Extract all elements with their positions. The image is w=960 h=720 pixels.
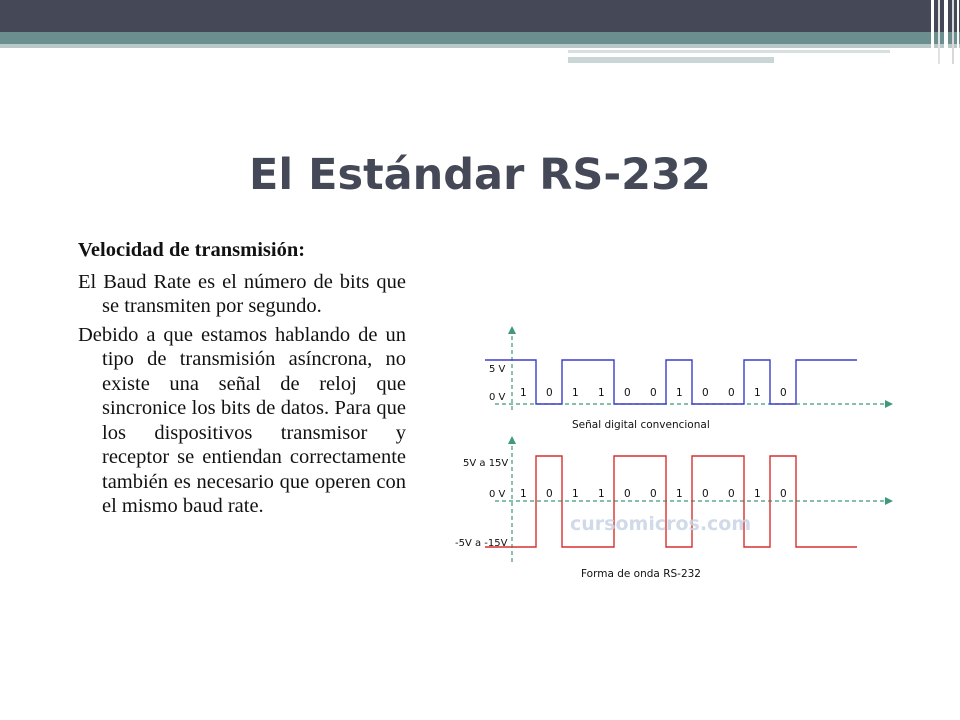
- bit-label: 1: [520, 387, 527, 399]
- bit-label: 0: [650, 488, 657, 500]
- header-bar: [0, 0, 960, 32]
- bit-label: 1: [598, 387, 605, 399]
- bit-label: 0: [650, 387, 657, 399]
- bit-label: 1: [520, 488, 527, 500]
- digital-high-label: 5 V: [489, 364, 506, 375]
- bit-label: 0: [624, 488, 631, 500]
- header-accent-line: [568, 50, 890, 53]
- digital-low-label: 0 V: [489, 392, 506, 403]
- watermark: cursomicros.com: [570, 513, 752, 535]
- bit-label: 1: [572, 488, 579, 500]
- bit-label: 0: [624, 387, 631, 399]
- digital-bit-labels: [520, 387, 787, 399]
- bit-label: 1: [598, 488, 605, 500]
- bit-label: 0: [702, 387, 709, 399]
- bit-label: 0: [780, 488, 787, 500]
- digital-y-arrow: [508, 326, 516, 334]
- rs232-high-label: 5V a 15V: [463, 458, 509, 469]
- bit-label: 1: [676, 488, 683, 500]
- bit-label: 1: [754, 488, 761, 500]
- rs232-bit-labels: [520, 488, 787, 500]
- bit-label: 0: [546, 488, 553, 500]
- bit-label: 1: [754, 387, 761, 399]
- rs232-y-arrow: [508, 436, 516, 444]
- bit-label: 1: [572, 387, 579, 399]
- signal-diagram: [455, 325, 895, 585]
- digital-x-arrow: [885, 400, 893, 408]
- slide-title: El Estándar RS-232: [249, 150, 711, 200]
- bit-label: 1: [676, 387, 683, 399]
- bit-label: 0: [780, 387, 787, 399]
- header-corner-stripes: [905, 0, 960, 64]
- rs232-mid-label: 0 V: [489, 489, 506, 500]
- body-text: [78, 238, 406, 523]
- digital-caption: Señal digital convencional: [572, 419, 710, 431]
- digital-waveform: [485, 360, 857, 404]
- rs232-low-label: -5V a -15V: [455, 538, 508, 549]
- subheading: Velocidad de transmisión:: [78, 239, 306, 261]
- header-band: [0, 32, 960, 44]
- rs232-signal-panel: [455, 436, 893, 580]
- rs232-caption: Forma de onda RS-232: [581, 568, 701, 580]
- paragraph-async: Debido a que estamos hablando de un tipo de transmisión asíncrona, no existe una señal de reloj que sincronice los bits de datos. Para que los dispositivos transmisor y receptor se entiendan correctamente también es necesario que operen con el mismo baud rate.: [78, 323, 406, 517]
- header-accent-line: [568, 57, 774, 63]
- rs232-x-arrow: [885, 497, 893, 505]
- bit-label: 0: [728, 488, 735, 500]
- paragraph-baud-rate: El Baud Rate es el número de bits que se transmiten por segundo.: [78, 270, 406, 317]
- bit-label: 0: [546, 387, 553, 399]
- header-accent-line: [0, 44, 960, 48]
- bit-label: 0: [702, 488, 709, 500]
- bit-label: 0: [728, 387, 735, 399]
- digital-signal-panel: [485, 326, 893, 431]
